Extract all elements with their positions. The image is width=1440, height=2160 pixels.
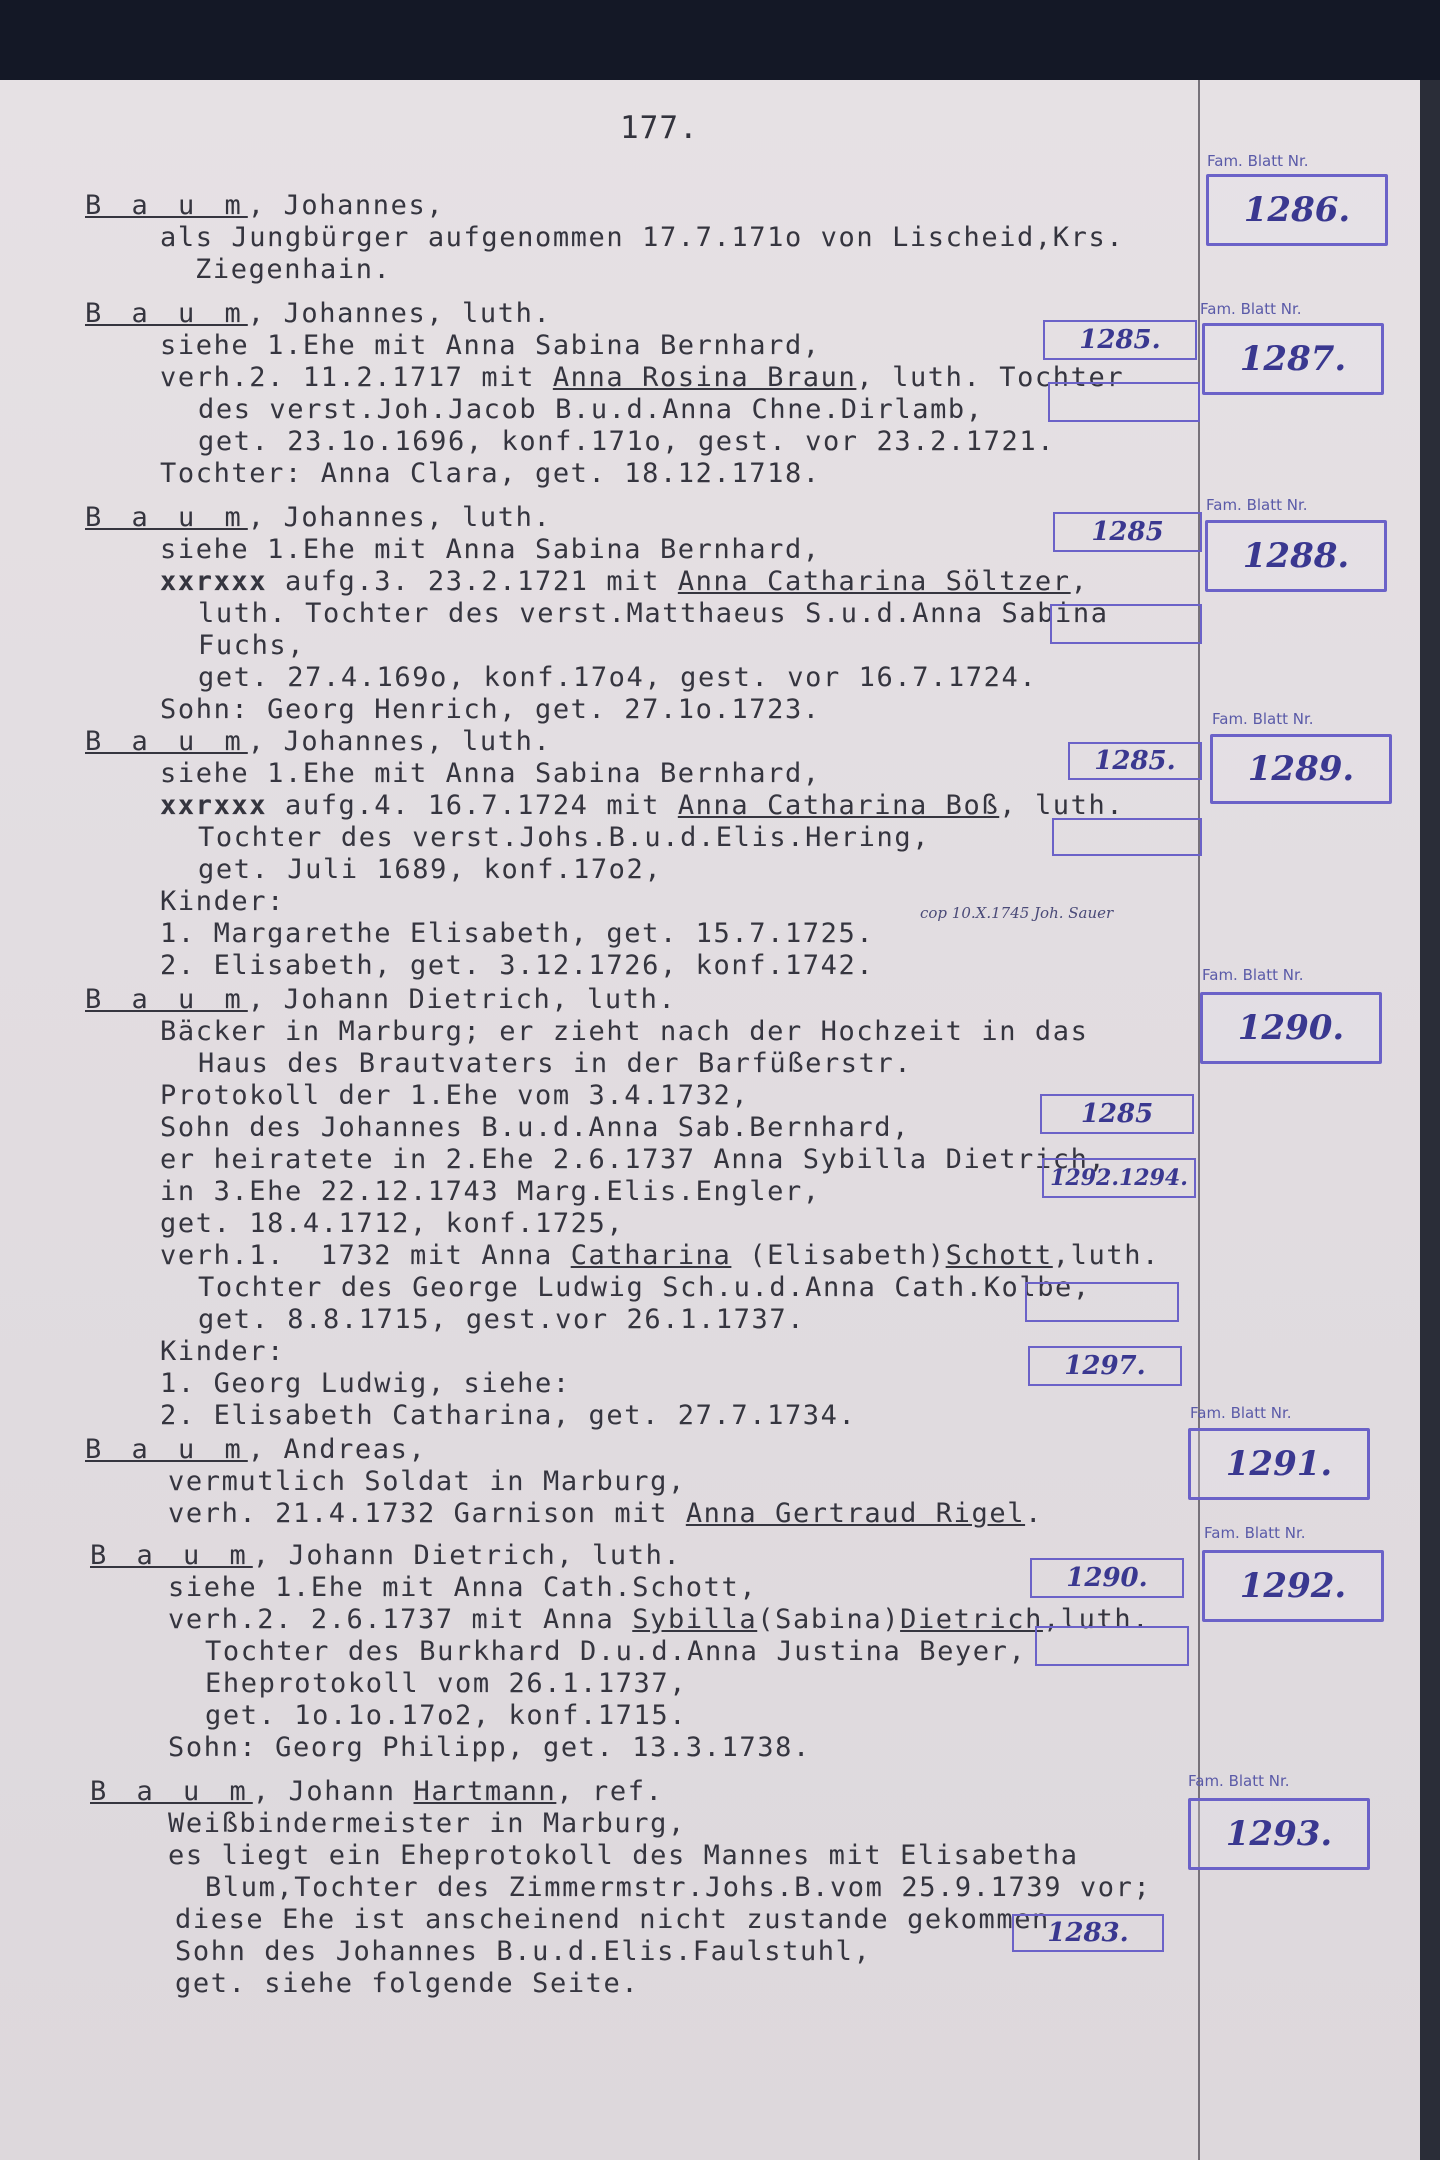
spouse-name: Dietrich [900, 1604, 1043, 1635]
empty-ref-box [1050, 604, 1202, 644]
entry-text-line: diese Ehe ist anscheinend nicht zustande gekommen, [175, 1904, 1068, 1935]
spouse-name: Schott [945, 1240, 1053, 1271]
spouse-name: Anna Gertraud Rigel [685, 1498, 1026, 1529]
entry-text-line: 2. Elisabeth, get. 3.12.1726, konf.1742. [160, 950, 875, 981]
entry-text-line: Sohn des Johannes B.u.d.Elis.Faulstuhl, [175, 1936, 872, 1967]
entry-heading: , Johannes, [247, 190, 445, 221]
fam-blatt-label: Fam. Blatt Nr. [1207, 152, 1309, 170]
entry-text-line: Bäcker in Marburg; er zieht nach der Hochzeit in das [160, 1016, 1089, 1047]
struck-text: xxrxxx [160, 566, 268, 597]
surname: B a u m [85, 1434, 248, 1465]
entry-text-line: Fuchs, [198, 630, 306, 661]
entry-text-line: siehe 1.Ehe mit Anna Sabina Bernhard, [160, 330, 821, 361]
text-segment: ,luth. [1042, 1604, 1151, 1635]
entry-text-line: siehe 1.Ehe mit Anna Cath.Schott, [168, 1572, 758, 1603]
surname: B a u m [90, 1540, 253, 1571]
surname: B a u m [85, 298, 248, 329]
entry-text-line: Kinder: [160, 1336, 285, 1367]
cross-ref-box: 1285 [1040, 1094, 1194, 1134]
fam-blatt-number: 1290. [1200, 992, 1382, 1064]
surname: B a u m [85, 190, 248, 221]
entry-text-line: Sohn: Georg Philipp, get. 13.3.1738. [168, 1732, 811, 1763]
spouse-name: Anna Rosina Braun [552, 362, 857, 393]
text-segment: ,luth. [1052, 1240, 1160, 1271]
struck-text: xxrxxx [160, 790, 268, 821]
text-segment: verh.2. 11.2.1717 mit [160, 362, 553, 393]
surname: B a u m [90, 1776, 253, 1807]
given-name: Hartmann [413, 1776, 557, 1807]
text-segment: verh. 21.4.1732 Garnison mit [168, 1498, 686, 1529]
entry-text-line: siehe 1.Ehe mit Anna Sabina Bernhard, [160, 758, 821, 789]
entry-text-line: Kinder: [160, 886, 285, 917]
entry-text-line: Haus des Brautvaters in der Barfüßerstr. [198, 1048, 913, 1079]
surname: B a u m [85, 502, 248, 533]
entry-text-line: Tochter: Anna Clara, get. 18.12.1718. [160, 458, 821, 489]
text-segment: verh.2. 2.6.1737 mit Anna [168, 1604, 633, 1635]
fam-blatt-number: 1291. [1188, 1428, 1370, 1500]
empty-ref-box [1035, 1626, 1189, 1666]
text-segment: verh.1. 1732 mit Anna [160, 1240, 571, 1271]
spouse-name: Catharina [570, 1240, 732, 1271]
empty-ref-box [1025, 1282, 1179, 1322]
entry-text-line: Tochter des verst.Johs.B.u.d.Elis.Hering, [198, 822, 931, 853]
cross-ref-box: 1285 [1053, 512, 1202, 552]
entry-text-line: in 3.Ehe 22.12.1743 Marg.Elis.Engler, [160, 1176, 821, 1207]
text-segment: (Sabina) [757, 1604, 901, 1635]
cross-ref-box: 1292.1294. [1042, 1158, 1196, 1198]
entry-text-line: Tochter des Burkhard D.u.d.Anna Justina Beyer, [205, 1636, 1027, 1667]
fam-blatt-label: Fam. Blatt Nr. [1206, 496, 1308, 514]
entry-text-line: er heiratete in 2.Ehe 2.6.1737 Anna Sybilla Dietrich, [160, 1144, 1107, 1175]
entry-text-line: als Jungbürger aufgenommen 17.7.171o von Lischeid,Krs. [160, 222, 1125, 253]
entry-text-line: get. 1o.1o.17o2, konf.1715. [205, 1700, 688, 1731]
entry-text-line: Eheprotokoll vom 26.1.1737, [205, 1668, 688, 1699]
fam-blatt-number: 1288. [1205, 520, 1387, 592]
entry-heading: , Andreas, [247, 1434, 427, 1465]
handwritten-note: cop 10.X.1745 Joh. Sauer [920, 904, 1114, 922]
text-segment: (Elisabeth) [731, 1240, 946, 1271]
cross-ref-box: 1290. [1030, 1558, 1184, 1598]
entry-text-line: es liegt ein Eheprotokoll des Mannes mit Elisabetha [168, 1840, 1079, 1871]
entry-text-line: get. 8.8.1715, gest.vor 26.1.1737. [198, 1304, 806, 1335]
entry-heading: , Johann Dietrich, luth. [247, 984, 677, 1015]
fam-blatt-label: Fam. Blatt Nr. [1204, 1524, 1306, 1542]
empty-ref-box [1048, 382, 1200, 422]
text-segment: aufg.3. 23.2.1721 mit [267, 566, 678, 597]
entry-text-line: get. Juli 1689, konf.17o2, [198, 854, 663, 885]
entry-text-line: siehe 1.Ehe mit Anna Sabina Bernhard, [160, 534, 821, 565]
text-segment: , luth. Tochter [856, 362, 1125, 393]
entry-text-line: des verst.Joh.Jacob B.u.d.Anna Chne.Dirlamb, [198, 394, 984, 425]
text-segment: aufg.4. 16.7.1724 mit [267, 790, 678, 821]
entry-text-line: Ziegenhain. [195, 254, 392, 285]
page-number: 177. [620, 110, 699, 146]
fam-blatt-number: 1293. [1188, 1798, 1370, 1870]
entry-text-line: luth. Tochter des verst.Matthaeus S.u.d.Anna Sabina [198, 598, 1109, 629]
entry-heading: , Johannes, luth. [247, 502, 552, 533]
cross-ref-box: 1285. [1068, 742, 1202, 780]
page-edge [1420, 80, 1440, 2160]
fam-blatt-number: 1286. [1206, 174, 1388, 246]
surname: B a u m [85, 726, 248, 757]
fam-blatt-label: Fam. Blatt Nr. [1190, 1404, 1292, 1422]
entry-text-line: get. 18.4.1712, konf.1725, [160, 1208, 625, 1239]
cross-ref-box: 1297. [1028, 1346, 1182, 1386]
fam-blatt-number: 1292. [1202, 1550, 1384, 1622]
entry-text-line: 2. Elisabeth Catharina, get. 27.7.1734. [160, 1400, 857, 1431]
fam-blatt-label: Fam. Blatt Nr. [1200, 300, 1302, 318]
fam-blatt-label: Fam. Blatt Nr. [1188, 1772, 1290, 1790]
entry-text-line: Sohn des Johannes B.u.d.Anna Sab.Bernhard, [160, 1112, 910, 1143]
entry-text-line: get. 27.4.169o, konf.17o4, gest. vor 16.7.1724. [198, 662, 1038, 693]
spouse-name: Sybilla [632, 1604, 758, 1635]
text-segment: , Johann [252, 1776, 414, 1807]
cross-ref-box: 1283. [1012, 1914, 1164, 1952]
spouse-name: Anna Catharina Söltzer [677, 566, 1071, 597]
entry-text-line: Protokoll der 1.Ehe vom 3.4.1732, [160, 1080, 750, 1111]
entry-text-line: get. 23.1o.1696, konf.171o, gest. vor 23.2.1721. [198, 426, 1056, 457]
text-segment: . [1025, 1498, 1043, 1529]
entry-text-line: Blum,Tochter des Zimmermstr.Johs.B.vom 25.9.1739 vor; [205, 1872, 1152, 1903]
entry-text-line: Weißbindermeister in Marburg, [168, 1808, 686, 1839]
entry-text-line: 1. Georg Ludwig, siehe: [160, 1368, 571, 1399]
fam-blatt-label: Fam. Blatt Nr. [1212, 710, 1314, 728]
entry-text-line: 1. Margarethe Elisabeth, get. 15.7.1725. [160, 918, 875, 949]
cross-ref-box: 1285. [1043, 320, 1197, 360]
entry-text-line: Tochter des George Ludwig Sch.u.d.Anna Cath.Kolbe, [198, 1272, 1091, 1303]
entry-text-line: get. siehe folgende Seite. [175, 1968, 640, 1999]
fam-blatt-number: 1289. [1210, 734, 1392, 804]
entry-text-line: vermutlich Soldat in Marburg, [168, 1466, 686, 1497]
text-segment: , ref. [556, 1776, 664, 1807]
fam-blatt-number: 1287. [1202, 323, 1384, 395]
entry-text-line: Sohn: Georg Henrich, get. 27.1o.1723. [160, 694, 821, 725]
empty-ref-box [1052, 818, 1202, 856]
entry-heading: , Johannes, luth. [247, 298, 552, 329]
text-segment: , luth. [999, 790, 1125, 821]
spouse-name: Anna Catharina Boß [677, 790, 1000, 821]
entry-heading: , Johann Dietrich, luth. [252, 1540, 682, 1571]
fam-blatt-label: Fam. Blatt Nr. [1202, 966, 1304, 984]
text-segment: , [1070, 566, 1089, 597]
surname: B a u m [85, 984, 248, 1015]
entry-heading: , Johannes, luth. [247, 726, 552, 757]
